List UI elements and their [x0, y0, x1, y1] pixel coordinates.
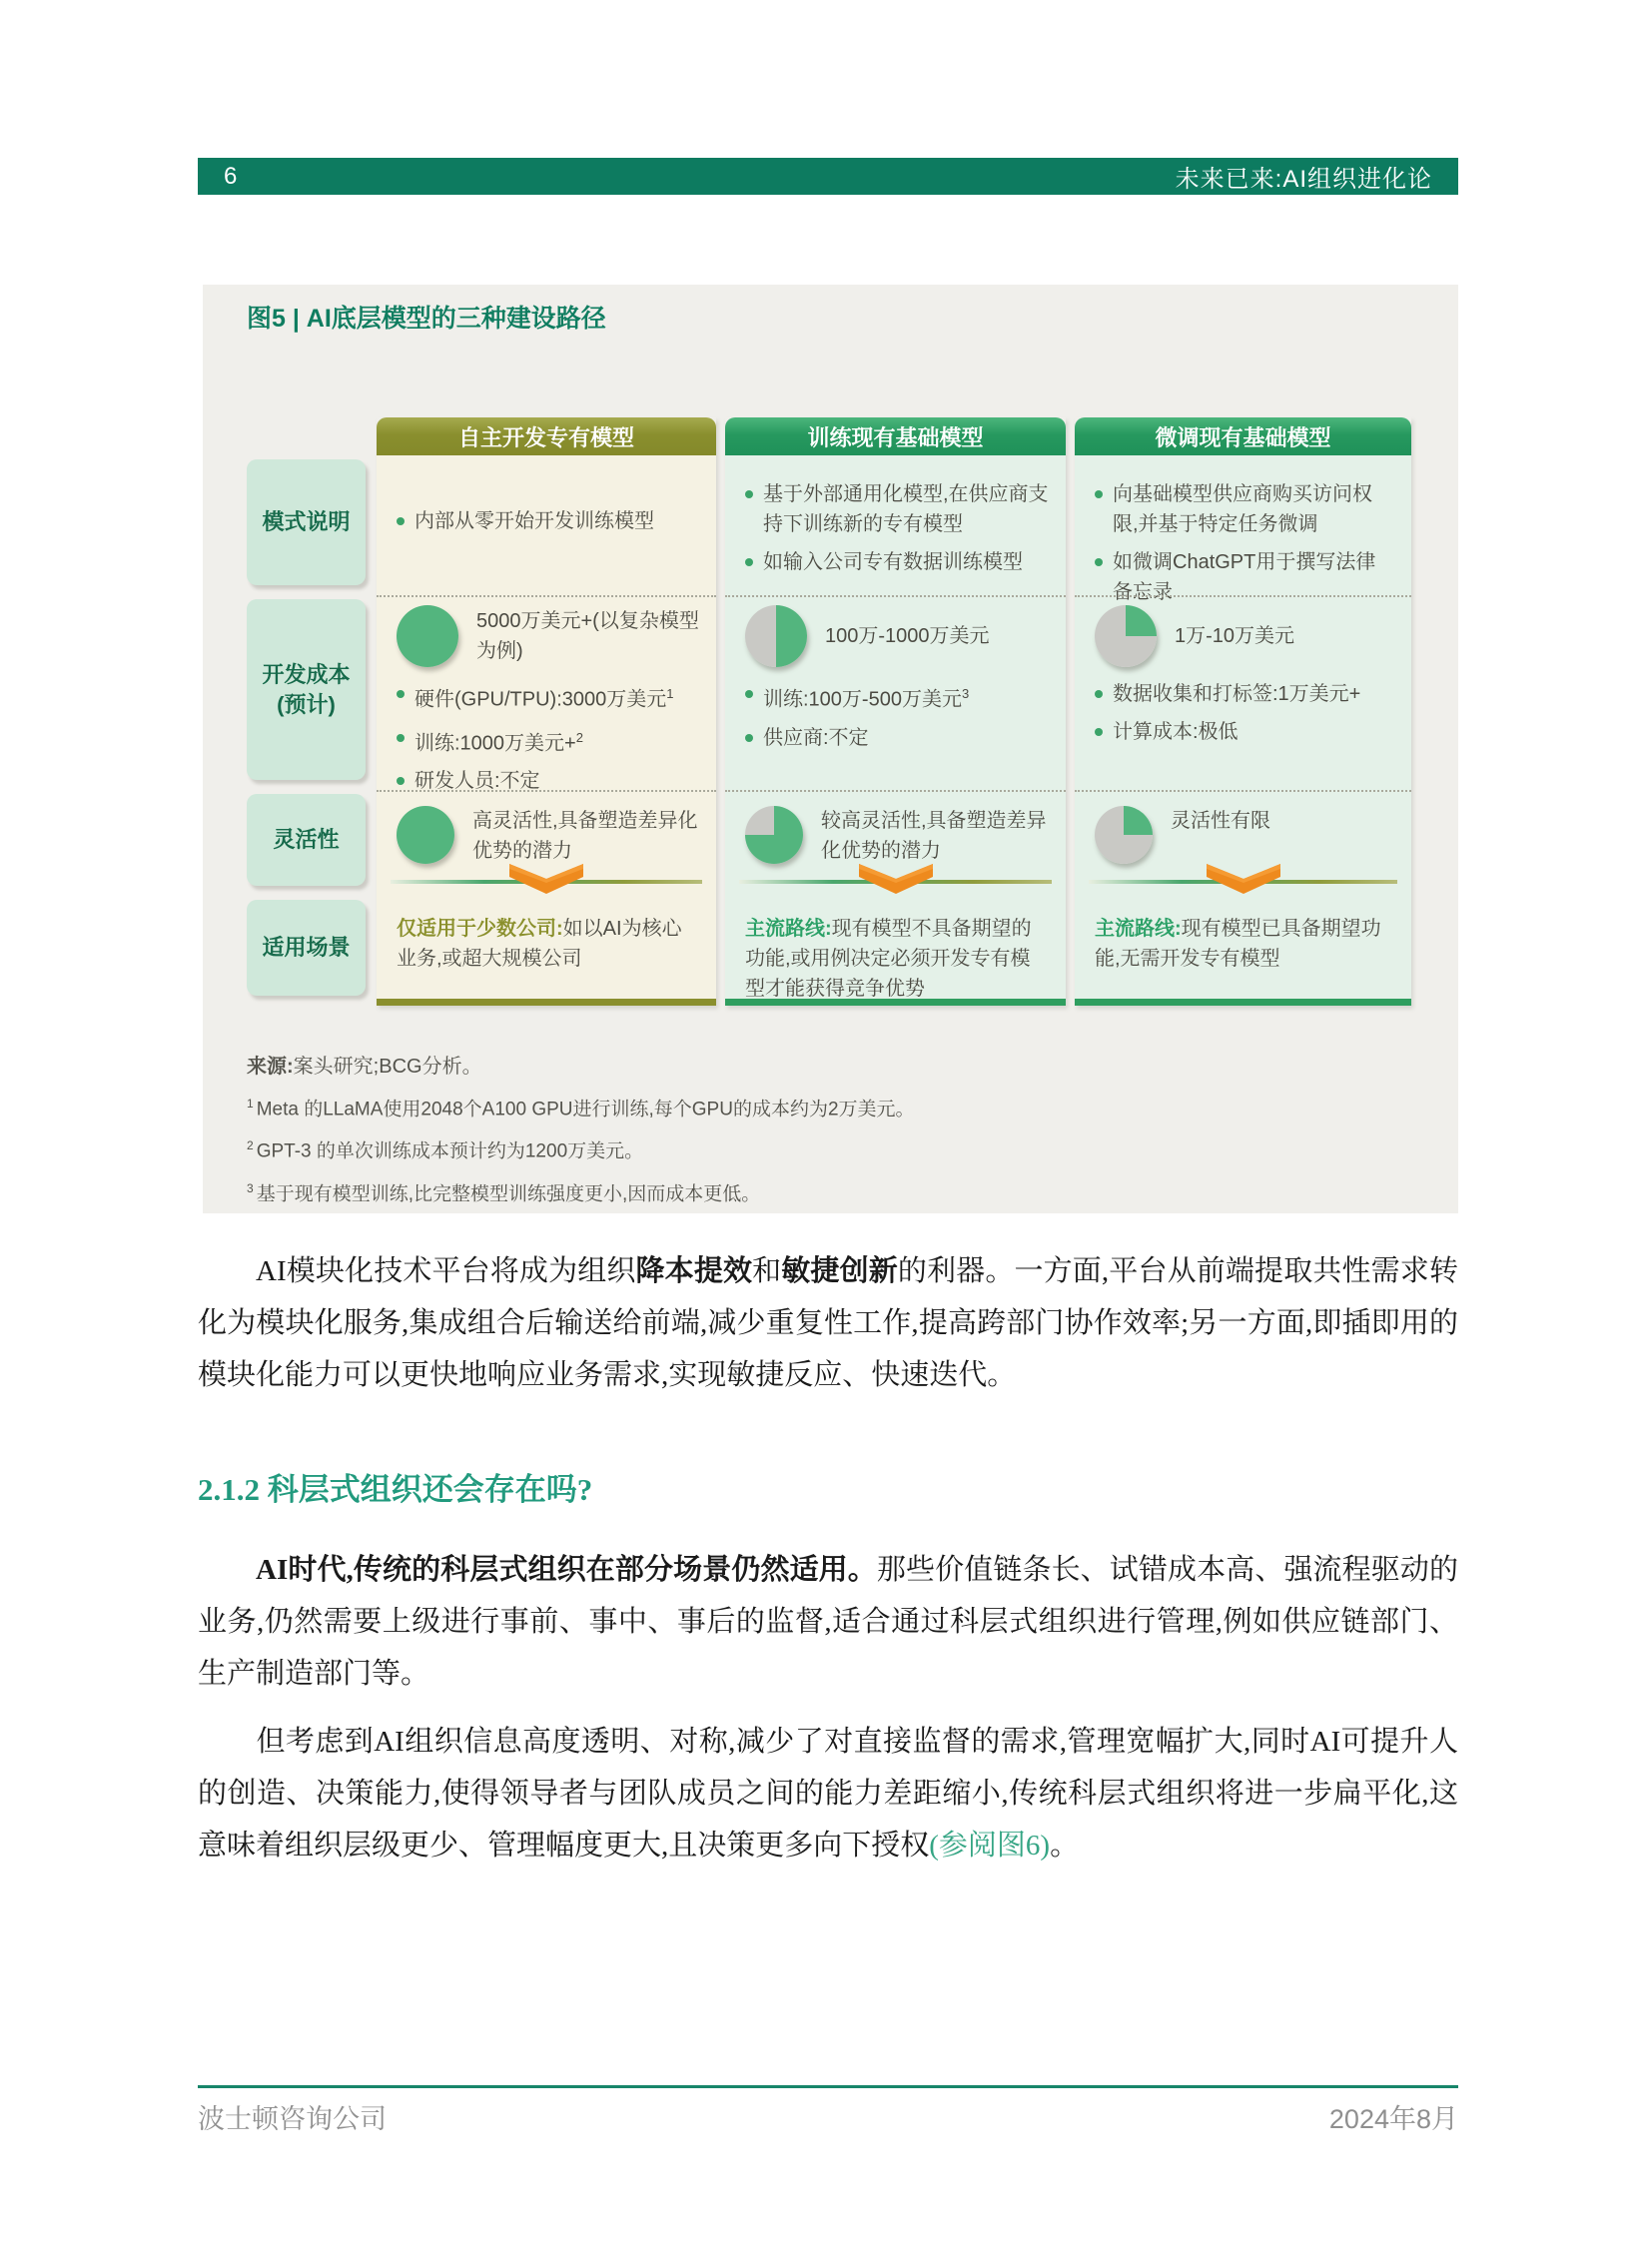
cost-cell: 5000万美元+(以复杂模型为例) 硬件(GPU/TPU):3000万美元$^1$ 训练:1000万美元+$^2$ 研发人员:不定 — [377, 595, 716, 790]
page-number: 6 — [224, 162, 238, 190]
column-header: 自主开发专有模型 — [377, 417, 716, 455]
cost-pie-chart — [745, 605, 807, 667]
bullet-dot — [745, 558, 753, 566]
figure-5-box — [203, 285, 1458, 1213]
row-label-flexibility: 灵活性 — [247, 794, 366, 886]
paragraph-ai-platform: AI模块化技术平台将成为组织降本提效和敏捷创新的利器。一方面,平台从前端提取共性需求转化为模块化服务,集成组合后输送给前端,减少重复性工作,提高跨部门协作效率;另一方面,即插即用的模块化能力可以更快地响应业务需求,实现敏捷反应、快速迭代。 — [198, 1255, 1458, 1391]
bullet-dot — [1095, 690, 1103, 698]
page-header-bar — [198, 158, 1458, 195]
figure-6-reference-link[interactable]: (参阅图6) — [929, 1830, 1051, 1862]
source-line: 来源:案头研究;BCG分析。 — [247, 1056, 482, 1078]
label-spacer — [247, 417, 368, 455]
column-train-foundation-model — [725, 417, 1066, 1006]
bullet-dot — [397, 777, 405, 785]
bullet-dot — [745, 690, 753, 698]
bullet-dot — [1095, 490, 1103, 498]
section-heading-2-1-2: 2.1.2 科层式组织还会存在吗? — [198, 1472, 593, 1507]
footnote-2: $^2$ GPT-3 的单次训练成本预计约为1200万美元。 — [247, 1138, 644, 1162]
bullet-dot — [1095, 558, 1103, 566]
bullet-dot — [397, 734, 405, 742]
footer-company: 波士顿咨询公司 — [198, 2104, 387, 2134]
bullet-dot — [745, 490, 753, 498]
cost-cell: 100万-1000万美元 训练:100万-500万美元$^3$ 供应商:不定 — [725, 595, 1066, 790]
figure-table — [247, 417, 1414, 1006]
flexibility-cell: 灵活性有限 — [1075, 790, 1411, 896]
footnote-1: $^1$ Meta 的LLaMA使用2048个A100 GPU进行训练,每个GPU的成本约为2万美元。 — [247, 1097, 915, 1120]
flexibility-pie-chart — [745, 806, 803, 864]
footer-divider-line — [198, 2085, 1458, 2088]
scenario-cell: 仅适用于少数公司:如以AI为核心业务,或超大规模公司 — [397, 918, 682, 970]
flexibility-pie-chart — [1095, 806, 1153, 864]
flexibility-pie-chart — [397, 806, 454, 864]
flexibility-cell: 高灵活性,具备塑造差异化优势的潜力 — [377, 790, 716, 896]
bullet-dot — [745, 734, 753, 742]
row-label-mode: 模式说明 — [247, 459, 366, 585]
mode-cell: 基于外部通用化模型,在供应商支持下训练新的专有模型 如输入公司专有数据训练模型 — [725, 455, 1066, 595]
column-header: 微调现有基础模型 — [1075, 417, 1411, 455]
figure-source-block — [247, 1048, 1414, 1212]
cost-pie-chart — [397, 605, 458, 667]
cost-cell: 1万-10万美元 数据收集和打标签:1万美元+ 计算成本:极低 — [1075, 595, 1411, 790]
bullet-dot — [397, 517, 405, 525]
document-title: 未来已来:AI组织进化论 — [1175, 166, 1432, 193]
chevron-down-icon — [509, 864, 583, 894]
footer-date: 2024年8月 — [1328, 2104, 1458, 2134]
chevron-down-icon — [859, 864, 933, 894]
footnote-3: $^3$ 基于现有模型训练,比完整模型训练强度更小,因而成本更低。 — [247, 1180, 761, 1204]
chevron-down-icon — [1207, 864, 1280, 894]
scenario-cell: 主流路线:现有模型已具备期望功能,无需开发专有模型 — [1095, 918, 1381, 970]
paragraph-hierarchy-applicable: AI时代,传统的科层式组织在部分场景仍然适用。那些价值链条长、试错成本高、强流程驱动的业务,仍然需要上级进行事前、事中、事后的监督,适合通过科层式组织进行管理,例如供应链部门、生产制造部门等。 — [198, 1554, 1458, 1690]
row-label-column — [247, 417, 368, 1006]
bullet-dot — [397, 690, 405, 698]
flexibility-cell: 较高灵活性,具备塑造差异化优势的潜力 — [725, 790, 1066, 896]
figure-title: 图5 | AI底层模型的三种建设路径 — [247, 305, 606, 333]
column-header: 训练现有基础模型 — [725, 417, 1066, 455]
mode-cell: 内部从零开始开发训练模型 — [377, 455, 716, 595]
column-finetune-foundation-model — [1075, 417, 1411, 1006]
row-label-scenario: 适用场景 — [247, 900, 366, 996]
column-self-developed-model — [377, 417, 716, 1006]
row-label-cost: 开发成本 (预计) — [247, 599, 366, 780]
page-footer — [198, 2097, 1458, 2136]
scenario-cell: 主流路线:现有模型不具备期望的功能,或用例决定必须开发专有模型才能获得竞争优势 — [745, 918, 1032, 1000]
bullet-dot — [1095, 728, 1103, 736]
mode-cell: 向基础模型供应商购买访问权限,并基于特定任务微调 如微调ChatGPT用于撰写法律备忘录 — [1075, 455, 1411, 595]
paragraph-flatter-org: 但考虑到AI组织信息高度透明、对称,减少了对直接监督的需求,管理宽幅扩大,同时AI可提升人的创造、决策能力,使得领导者与团队成员之间的能力差距缩小,传统科层式组织将进一步扁平化,这意味着组织层级更少、管理幅度更大,且决策更多向下授权(参阅图6)。 — [198, 1726, 1458, 1862]
cost-pie-chart — [1095, 605, 1157, 667]
